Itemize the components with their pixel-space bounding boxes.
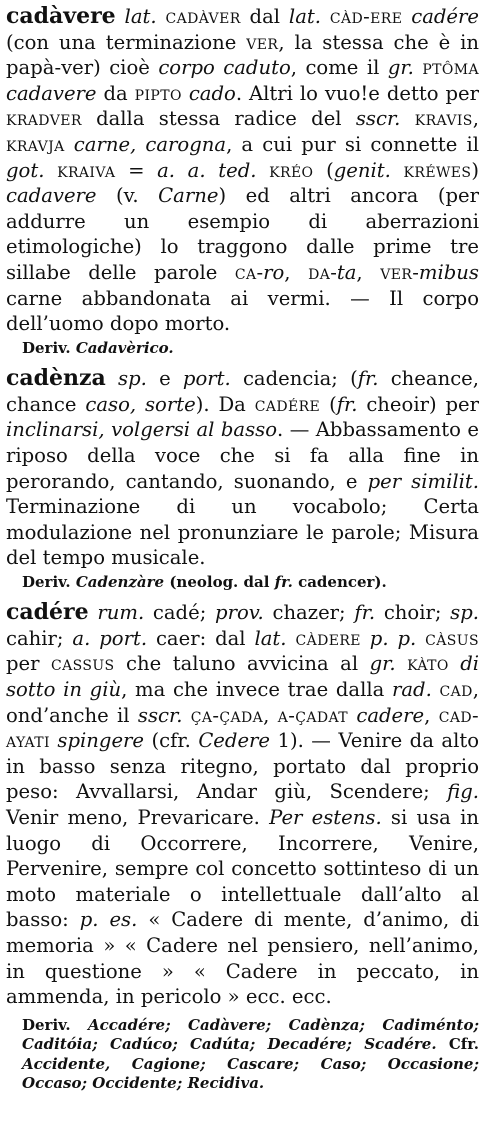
headword: cadènza (6, 365, 106, 392)
text-run: choir; (375, 601, 451, 625)
entry-cadavere (6, 4, 479, 337)
italic-term: inclinarsi, volgersi al basso (6, 418, 278, 442)
text-run: (cfr. (144, 729, 199, 753)
italic-term: lat. (124, 5, 157, 28)
text-run (182, 82, 189, 105)
text-run: « Cadere di mente, d’animo, di memoria » « Cadere nel pensiero, nell’animo, in questione » « Cadere in peccato, in ammenda, in pericolo » ecc. ecc. (6, 908, 479, 1009)
text-run: , ond’anche il (6, 678, 480, 727)
text-run: , a cui pur si connette il (226, 132, 479, 156)
text-run: , (424, 703, 439, 727)
text-run: caer: dal (147, 626, 255, 650)
etymon-term: càd-ere (329, 5, 403, 28)
text-run: Deriv. (22, 338, 76, 357)
text-run: - (256, 260, 264, 284)
italic-term: fr. (336, 392, 358, 416)
text-run: cheoir) per (357, 392, 479, 416)
text-run: . — Abbassamento e riposo della voce che si fa alla fine in perorando, cantando, suonando, e (6, 418, 479, 493)
italic-term: fr. (274, 572, 293, 591)
text-run: cadencer). (292, 572, 387, 591)
text-run: cadé; (144, 601, 216, 625)
text-run: , (356, 260, 381, 284)
italic-term: per similit. (367, 469, 479, 493)
text-run: si usa in luogo di Occorrere, Incorrere, Venire, Pervenire, sempre col concetto sottinteso di un moto materiale o intellettuale dall’alto al basso: (6, 806, 479, 932)
text-run: , come il (290, 56, 388, 80)
text-run (361, 627, 370, 650)
italic-term: mibus (418, 260, 479, 284)
text-run: ). Da (195, 392, 255, 416)
text-run (400, 107, 414, 130)
text-run (116, 5, 125, 28)
italic-term: caso, sorte (85, 392, 196, 416)
etymon-term: càdere (295, 626, 361, 650)
etymon-term: ptôma (422, 56, 479, 80)
text-run: Terminazione di un vocabolo; Certa modulazione nel pronunziare le parole; Misura del tempo musicale. (6, 495, 479, 570)
italic-term: cado (188, 81, 236, 105)
text-run: 1). — Venire da alto in basso senza ritegno, portato dal proprio peso: Avvallarsi, Andar giù, Scendere; (6, 729, 479, 804)
derivatives (22, 339, 479, 358)
text-run: Deriv. (22, 572, 76, 591)
text-run: ) (471, 158, 480, 182)
italic-term: cadére (411, 5, 479, 28)
etymon-term: ca (234, 260, 257, 284)
italic-term: sscr. (137, 703, 183, 727)
text-run (157, 5, 166, 28)
italic-term: rad. (392, 678, 432, 702)
text-run (391, 159, 404, 182)
italic-term: corpo caduto (158, 56, 291, 80)
etymon-term: kréo (269, 158, 314, 182)
etymon-term: pipto (134, 81, 182, 105)
text-run: cheance, chance (6, 367, 479, 416)
italic-term: genit. (333, 158, 391, 182)
italic-term: gr. (387, 56, 414, 80)
italic-term: Cadavèrico. (75, 338, 174, 357)
text-run: chazer; (263, 601, 355, 625)
etymon-term: kréwes (403, 158, 472, 182)
italic-term: di sotto in giù (6, 652, 480, 702)
text-run (432, 678, 440, 701)
italic-term: got. (6, 158, 45, 182)
etymon-term: càsus (425, 626, 479, 650)
headword: cadàvere (6, 3, 116, 29)
italic-term: port. (182, 367, 231, 391)
text-run: , la stessa che è in papà-ver) cioè (6, 30, 479, 80)
italic-term: a. port. (72, 626, 148, 650)
entry-cadenza (6, 366, 479, 571)
text-run: ( (313, 158, 334, 182)
text-run: cadencia; ( (230, 367, 358, 391)
etymon-term: kravis (414, 107, 473, 131)
text-run: dal (240, 5, 289, 28)
italic-term: lat. (254, 626, 287, 650)
text-run: . Altri lo vuo!e detto per (235, 81, 479, 105)
text-run: , (263, 703, 278, 727)
text-run: dalla stessa radice del (81, 107, 356, 131)
etymon-term: kravja (6, 132, 65, 156)
italic-term: Per estens. (269, 806, 382, 830)
entry-cadere (6, 600, 479, 1010)
text-run (256, 159, 269, 182)
text-run: per (6, 652, 51, 676)
text-run (65, 133, 74, 156)
etymon-term: cadére (254, 392, 321, 416)
italic-term: cadavere (6, 184, 97, 208)
etymon-term: cadàver (165, 5, 241, 28)
italic-term: ro (263, 260, 285, 284)
italic-term: sscr. (355, 107, 401, 131)
italic-term: Cedere (198, 729, 270, 753)
text-run: - (412, 260, 419, 284)
italic-term: p. p. (369, 626, 417, 650)
entry-text (6, 5, 479, 335)
text-run: , (472, 107, 479, 131)
text-run: cahir; (6, 626, 73, 650)
text-run (402, 5, 411, 28)
italic-term: Cadenzàre (75, 572, 165, 591)
italic-term: fr. (354, 601, 376, 625)
text-run (44, 159, 57, 182)
italic-term: Carne (158, 184, 219, 208)
etymon-term: ça-çada (190, 703, 264, 727)
derivatives (22, 573, 479, 592)
etymon-term: cassus (51, 652, 115, 676)
text-run: = (115, 158, 158, 182)
text-run (396, 652, 407, 675)
italic-term: cadere (356, 703, 425, 727)
derivatives (22, 1016, 479, 1094)
etymon-term: kraiva (57, 158, 116, 182)
text-run: che taluno avvicina al (114, 652, 370, 676)
italic-term: sp. (450, 601, 479, 625)
text-run: ) ed altri ancora (per addurre un esempio di aberrazioni etimologiche) lo traggono dalle prime tre sillabe delle parole (6, 184, 480, 284)
italic-term: gr. (369, 652, 396, 676)
etymon-term: ver (380, 260, 413, 284)
etymon-term: ver (246, 30, 279, 54)
entry-text (6, 601, 479, 1008)
italic-term: prov. (215, 601, 264, 625)
etymon-term: a-çadat (277, 703, 349, 727)
text-run: (v. (96, 184, 159, 208)
etymon-term: da (308, 260, 331, 284)
text-run: Deriv. (22, 1015, 88, 1034)
italic-term: cadavere (6, 81, 97, 105)
text-run: carne abbandonata ai vermi. — Il corpo dell’uomo dopo morto. (6, 286, 479, 336)
text-run: Venir meno, Prevaricare. (6, 806, 270, 830)
italic-term: Accadére; Cadàvere; Cadènza; Cadiménto; Caditóia; Cadúco; Cadúta; Decadére; Scadére. (22, 1015, 479, 1054)
etymon-term: kàto (407, 652, 449, 676)
etymon-term: cad (439, 678, 473, 702)
text-run: , ma che invece trae dalla (121, 678, 392, 702)
text-run: , (284, 260, 309, 284)
entry-text (6, 367, 479, 569)
text-run: Cfr. (436, 1035, 479, 1054)
italic-term: sp. (118, 367, 147, 391)
text-run (449, 652, 460, 675)
text-run: - (330, 260, 337, 284)
text-run: da (96, 81, 135, 105)
italic-term: Accidente, Cagione; Cascare; Caso; Occasione; Occaso; Occidente; Recidiva. (22, 1054, 479, 1092)
italic-term: fig. (447, 780, 479, 804)
text-run: (con una terminazione (6, 30, 247, 54)
headword: cadére (6, 599, 89, 626)
text-run (106, 367, 118, 390)
text-run: ( (320, 392, 337, 416)
italic-term: fr. (357, 367, 379, 391)
italic-term: ta (336, 260, 357, 284)
text-run (182, 704, 190, 727)
italic-term: rum. (97, 601, 145, 625)
italic-term: carne, carogna (73, 132, 227, 156)
italic-term: spingere (57, 729, 145, 753)
etymon-term: kradver (6, 107, 82, 131)
text-run (416, 627, 425, 650)
italic-term: a. a. ted. (157, 158, 257, 182)
text-run (321, 5, 330, 28)
etymon-term: cad-ayati (6, 703, 479, 753)
text-run: e (146, 367, 183, 391)
text-run: (neolog. dal (164, 572, 275, 591)
italic-term: lat. (288, 5, 321, 28)
italic-term: p. es. (79, 908, 138, 932)
